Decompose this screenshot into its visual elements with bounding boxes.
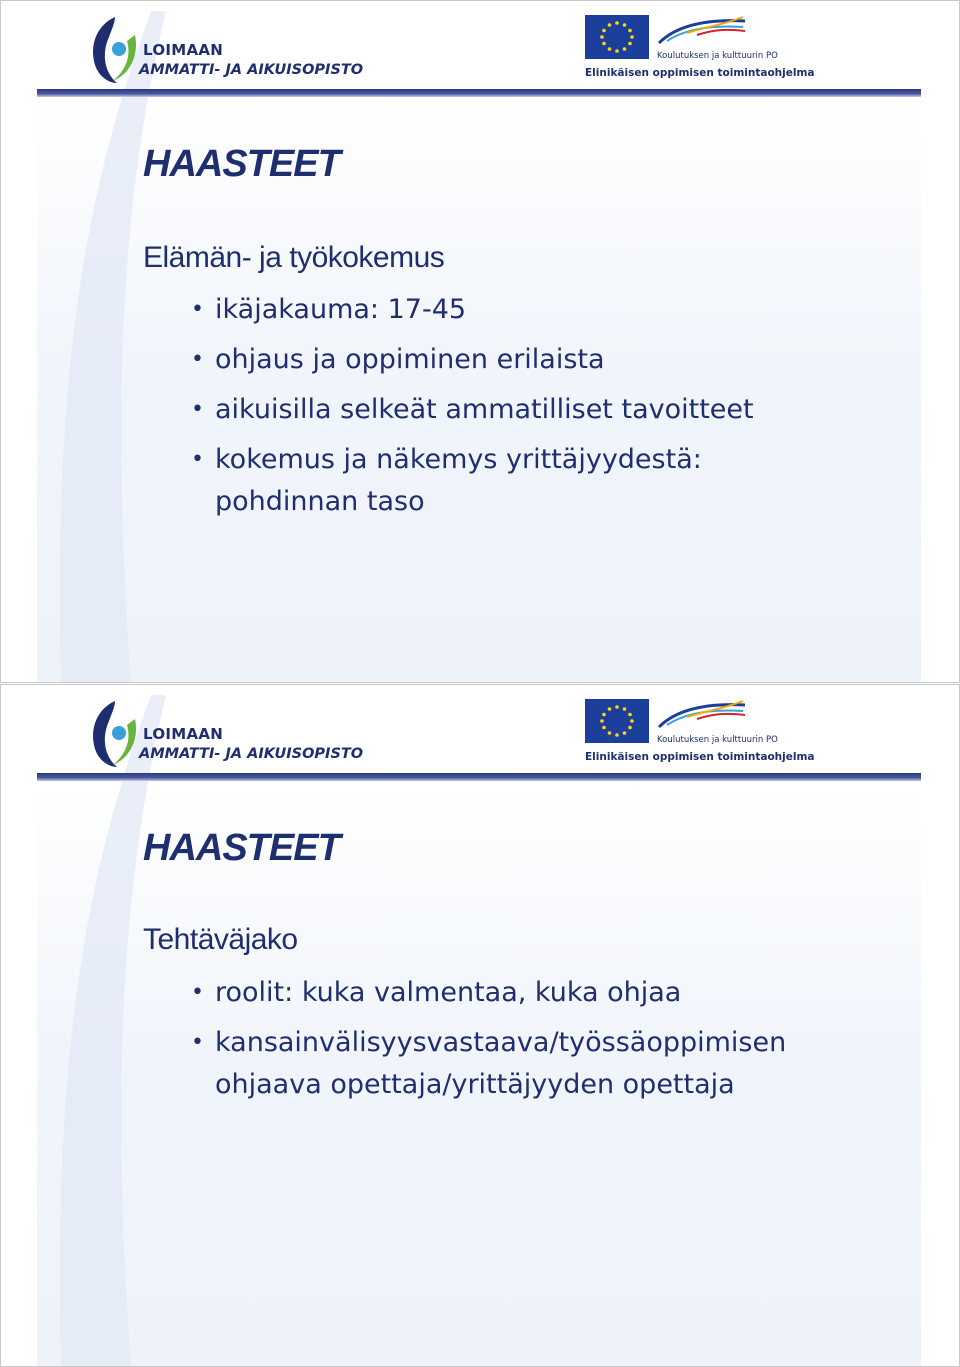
bullet-item bbox=[191, 339, 754, 381]
logo-text-line2: AMMATTI- JA AIKUISOPISTO bbox=[139, 62, 364, 78]
llp-swoosh-icon bbox=[657, 699, 747, 733]
bullet-text: ohjaus ja oppiminen erilaista bbox=[215, 344, 605, 375]
logo-text-line2: AMMATTI- JA AIKUISOPISTO bbox=[139, 746, 364, 762]
eu-flag-icon bbox=[585, 699, 649, 743]
slide-2 bbox=[0, 684, 960, 1367]
eu-flag-icon bbox=[585, 15, 649, 59]
slide-title: HAASTEET bbox=[143, 143, 340, 185]
bullet-text-continuation: ohjaava opettaja/yrittäjyyden opettaja bbox=[215, 1069, 735, 1100]
background-swoosh bbox=[1, 685, 201, 1367]
slide-subheading: Tehtäväjako bbox=[143, 923, 298, 956]
school-logo bbox=[87, 15, 377, 87]
loimaa-logo-icon bbox=[87, 699, 143, 769]
header-bar bbox=[37, 89, 921, 97]
bullet-text-continuation: pohdinnan taso bbox=[215, 486, 425, 517]
bullet-text: ikäjakauma: 17-45 bbox=[215, 294, 467, 325]
slide-title: HAASTEET bbox=[143, 827, 340, 869]
bullet-list bbox=[191, 972, 786, 1114]
bullet-item bbox=[191, 289, 754, 331]
eu-tagline: Elinikäisen oppimisen toimintaohjelma bbox=[585, 751, 815, 763]
school-logo bbox=[87, 699, 377, 771]
eu-program-label: Koulutuksen ja kulttuurin PO bbox=[657, 51, 778, 61]
bullet-list bbox=[191, 289, 754, 531]
bullet-text: • kansainvälisyysvastaava/työssäoppimisen bbox=[215, 1027, 787, 1058]
bullet-text: • kokemus ja näkemys yrittäjyydestä: bbox=[215, 444, 702, 475]
loimaa-logo-icon bbox=[87, 15, 143, 85]
bullet-item bbox=[191, 439, 754, 523]
eu-logo-block bbox=[585, 699, 815, 769]
eu-program-label: Koulutuksen ja kulttuurin PO bbox=[657, 735, 778, 745]
bullet-text: roolit: kuka valmentaa, kuka ohjaa bbox=[215, 977, 682, 1008]
bullet-item bbox=[191, 1022, 786, 1106]
bullet-item bbox=[191, 389, 754, 431]
eu-logo-block bbox=[585, 15, 815, 85]
logo-text-line1: LOIMAAN bbox=[143, 41, 224, 59]
bullet-text: aikuisilla selkeät ammatilliset tavoitteet bbox=[215, 394, 754, 425]
slide-1 bbox=[0, 0, 960, 683]
slide-subheading: Elämän- ja työkokemus bbox=[143, 241, 445, 274]
header-bar bbox=[37, 773, 921, 781]
logo-text-line1: LOIMAAN bbox=[143, 725, 224, 743]
eu-tagline: Elinikäisen oppimisen toimintaohjelma bbox=[585, 67, 815, 79]
bullet-item bbox=[191, 972, 786, 1014]
llp-swoosh-icon bbox=[657, 15, 747, 49]
background-swoosh bbox=[1, 1, 201, 683]
